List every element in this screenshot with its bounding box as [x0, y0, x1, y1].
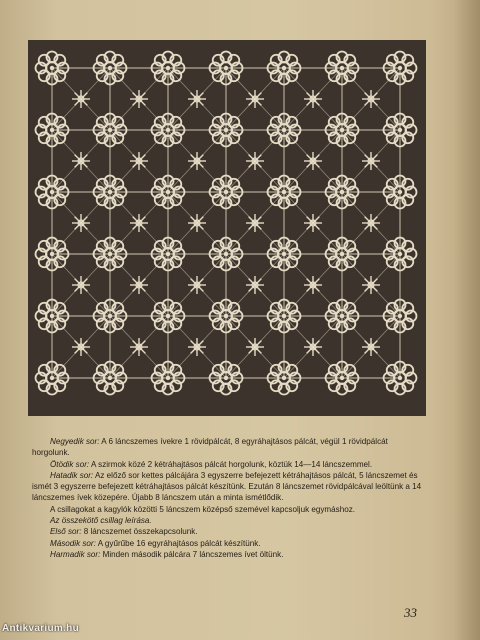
crochet-lace-photo	[28, 40, 426, 416]
row-text: Minden második pálcára 7 láncszemes ívet öltünk.	[100, 549, 284, 559]
paragraph-row-5	[32, 459, 422, 470]
instructions-text	[32, 436, 422, 560]
row-text: Az előző sor kettes pálcájára 3 egyszerre befejezett kétráhajtásos pálcát, 5 láncszemet és ismét 3 egyszerre befejezett kétráhajtásos pálcát készítünk. Ezután 8 láncszemet rövidpálcával leöltünk a 14 láncszemes ívek közepére. Újabb 8 láncszem után a minta ismétlődik.	[32, 470, 422, 503]
row-label: Első sor:	[50, 527, 82, 537]
page-spine-shadow	[454, 0, 480, 640]
row-text: A gyűrűbe 16 egyráhajtásos pálcát készítünk.	[95, 538, 261, 548]
paragraph-star-row-2	[32, 538, 422, 549]
row-text: A csillagokat a kagylók közötti 5 láncszem középső szemével kapcsoljuk egymáshoz.	[50, 504, 356, 514]
paragraph-star-row-1	[32, 526, 422, 537]
paragraph-star-row-3	[32, 549, 422, 560]
paragraph-row-6	[32, 470, 422, 504]
row-text: 8 láncszemet összekapcsolunk.	[81, 527, 198, 537]
watermark-logo: Antikvarium.hu	[2, 623, 79, 634]
row-label: Ötödik sor:	[50, 459, 90, 469]
section-heading: Az összekötő csillag leírása.	[50, 516, 152, 526]
row-text: A 6 láncszemes ívekre 1 rövidpálcát, 8 egyráhajtásos pálcát, végül 1 rövidpálcát horgolunk.	[32, 437, 388, 458]
page-number: 33	[404, 605, 417, 620]
paragraph-star-heading	[32, 515, 422, 526]
row-label: Harmadik sor:	[50, 549, 101, 559]
row-label: Negyedik sor:	[50, 437, 100, 446]
paragraph-row-4	[32, 436, 422, 459]
row-label: Hatadik sor:	[50, 470, 94, 480]
paragraph-connect	[32, 504, 422, 515]
row-text: A szirmok közé 2 kétráhajtásos pálcát horgolunk, köztük 14—14 láncszemmel.	[89, 459, 373, 469]
row-label: Második sor:	[50, 538, 96, 548]
